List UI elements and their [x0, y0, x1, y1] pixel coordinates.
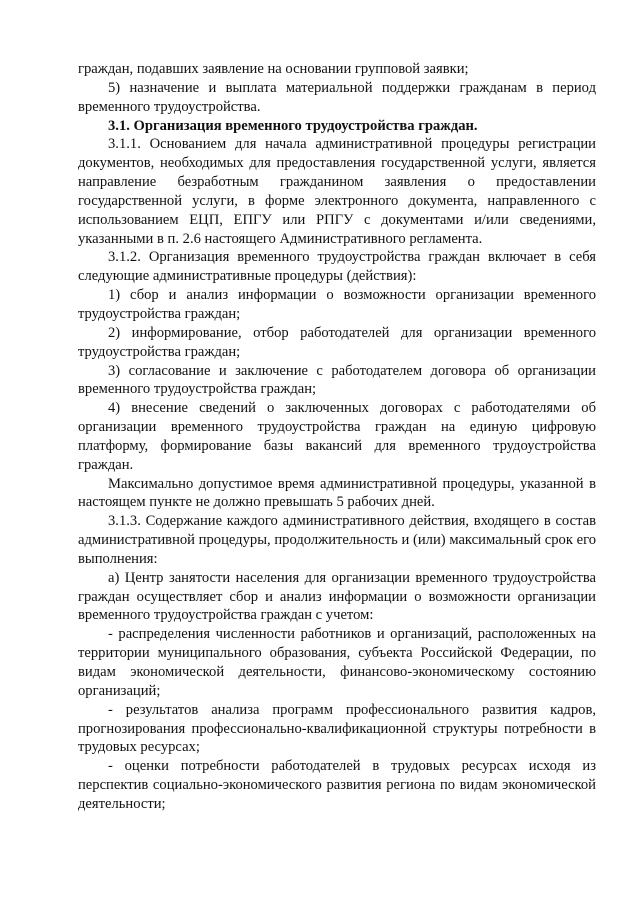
list-item-1: 1) сбор и анализ информации о возможности организации временного трудоустройства граждан;: [78, 287, 596, 322]
paragraph-3-1-2: 3.1.2. Организация временного трудоустройства граждан включает в себя следующие административные процедуры (действия):: [78, 249, 596, 285]
bullet-item-assessment: - оценки потребности работодателей в трудовых ресурсах исходя из перспектив социально-экономического развития региона по видам экономической деятельности;: [78, 758, 596, 812]
list-item-3: 3) согласование и заключение с работодателем договора об организации временного трудоустройства граждан;: [78, 362, 596, 398]
paragraph-3-1-1: 3.1.1. Основанием для начала административной процедуры регистрации документов, необходимых для предоставления государственной услуги, является направление безработным гражданином заявления о предоставлении государственной услуги, в форме электронного документа, направленного с использованием ЕЦП, ЕПГУ или РПГУ с документами и/или сведениями, указанными в п. 2.6 настоящего Административного регламента.: [78, 136, 596, 247]
paragraph-continuation: граждан, подавших заявление на основании групповой заявки;: [78, 61, 469, 77]
list-item-2: 2) информирование, отбор работодателей для организации временного трудоустройства граждан;: [78, 324, 596, 360]
list-item-4: 4) внесение сведений о заключенных договорах с работодателями об организации временного трудоустройства граждан на единую цифровую платформу, формирование базы вакансий для временного трудоустройства граждан.: [78, 400, 596, 473]
bullet-item-analysis: - результатов анализа программ профессионального развития кадров, прогнозирования профессионально-квалификационной структуры потребности в трудовых ресурсах;: [78, 701, 596, 756]
paragraph-list-item-5: 5) назначение и выплата материальной поддержки гражданам в период временного трудоустройства.: [78, 79, 596, 115]
paragraph-max-time: Максимально допустимое время административной процедуры, указанной в настоящем пункте не должно превышать 5 рабочих дней.: [78, 475, 596, 511]
document-body: [78, 60, 596, 814]
bullet-item-distribution: - распределения численности работников и организаций, расположенных на территории муниципального образования, субъекта Российской Федерации, по видам экономической деятельности, финансово-экономическому состоянию организаций;: [78, 626, 596, 699]
paragraph-3-1-3: 3.1.3. Содержание каждого административного действия, входящего в состав административной процедуры, продолжительность и (или) максимальный срок его выполнения:: [78, 513, 596, 567]
section-heading-3-1: 3.1. Организация временного трудоустройства граждан.: [108, 117, 478, 134]
paragraph-item-a: а) Центр занятости населения для организации временного трудоустройства граждан осуществляет сбор и анализ информации о возможности организации временного трудоустройства граждан с учетом:: [78, 569, 596, 624]
